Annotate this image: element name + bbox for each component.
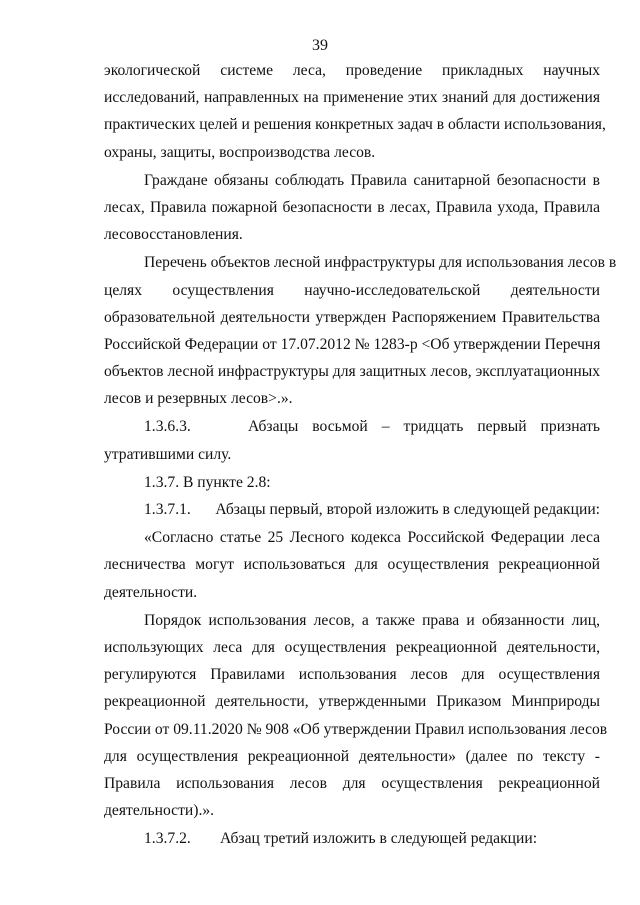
- text-line: образовательной деятельности утвержден Распоряжением Правительства: [104, 308, 600, 326]
- text-line: деятельности.: [104, 583, 198, 601]
- text-line: «Согласно статье 25 Лесного кодекса Российской Федерации леса: [144, 529, 600, 547]
- text-line: экологической системе леса, проведение прикладных научных: [104, 62, 600, 79]
- text-line: практических целей и решения конкретных задач в области использования,: [104, 116, 606, 134]
- text-line: лесовосстановления.: [104, 226, 243, 244]
- text-line: России от 09.11.2020 № 908 «Об утверждении Правил использования лесов: [104, 720, 608, 738]
- text-line: лесов и резервных лесов>.».: [104, 390, 293, 408]
- text-line: Абзацы восьмой – тридцать первый признать: [248, 418, 600, 436]
- clause-number: 1.3.6.3.: [144, 418, 191, 436]
- text-line: охраны, защиты, воспроизводства лесов.: [104, 143, 376, 161]
- text-line: Правила использования лесов для осуществления рекреационной: [104, 774, 600, 792]
- text-line: Российской Федерации от 17.07.2012 № 1283-р <Об утверждении Перечня: [104, 335, 601, 353]
- text-line: Перечень объектов лесной инфраструктуры для использования лесов в: [144, 254, 617, 272]
- text-line: Абзац третий изложить в следующей редакции:: [220, 830, 538, 848]
- clause-number: 1.3.7.1.: [144, 501, 191, 518]
- text-line: деятельности).».: [104, 802, 215, 820]
- clause-line: [104, 413, 600, 440]
- text-line: лесах, Правила пожарной безопасности в лесах, Правила ухода, Правила: [104, 198, 600, 216]
- text-line: для осуществления рекреационной деятельности» (далее по тексту -: [104, 747, 600, 765]
- clause-line: [104, 825, 600, 852]
- text-line: объектов лесной инфраструктуры для защитных лесов, эксплуатационных: [104, 363, 600, 381]
- text-line: 1.3.7. В пункте 2.8:: [144, 473, 271, 491]
- text-line: Порядок использования лесов, а также права и обязанности лиц,: [144, 611, 600, 629]
- text-line: Граждане обязаны соблюдать Правила санитарной безопасности в: [144, 171, 600, 189]
- text-line: рекреационной деятельности, утвержденными Приказом Минприроды: [104, 693, 600, 711]
- text-line: целях осуществления научно-исследовательской деятельности: [104, 281, 600, 299]
- text-line: Абзацы первый, второй изложить в следующей редакции:: [215, 501, 600, 518]
- document-body: [104, 57, 617, 852]
- text-line: утратившими силу.: [104, 445, 232, 463]
- text-line: лесничества могут использоваться для осуществления рекреационной: [104, 556, 600, 574]
- text-line: исследований, направленных на применение этих знаний для достижения: [104, 89, 600, 107]
- clause-number: 1.3.7.2.: [144, 830, 191, 848]
- page-number: 39: [312, 37, 328, 54]
- text-line: использующих леса для осуществления рекреационной деятельности,: [104, 638, 600, 656]
- text-line: регулируются Правилами использования лесов для осуществления: [104, 666, 600, 684]
- clause-line: [104, 496, 600, 523]
